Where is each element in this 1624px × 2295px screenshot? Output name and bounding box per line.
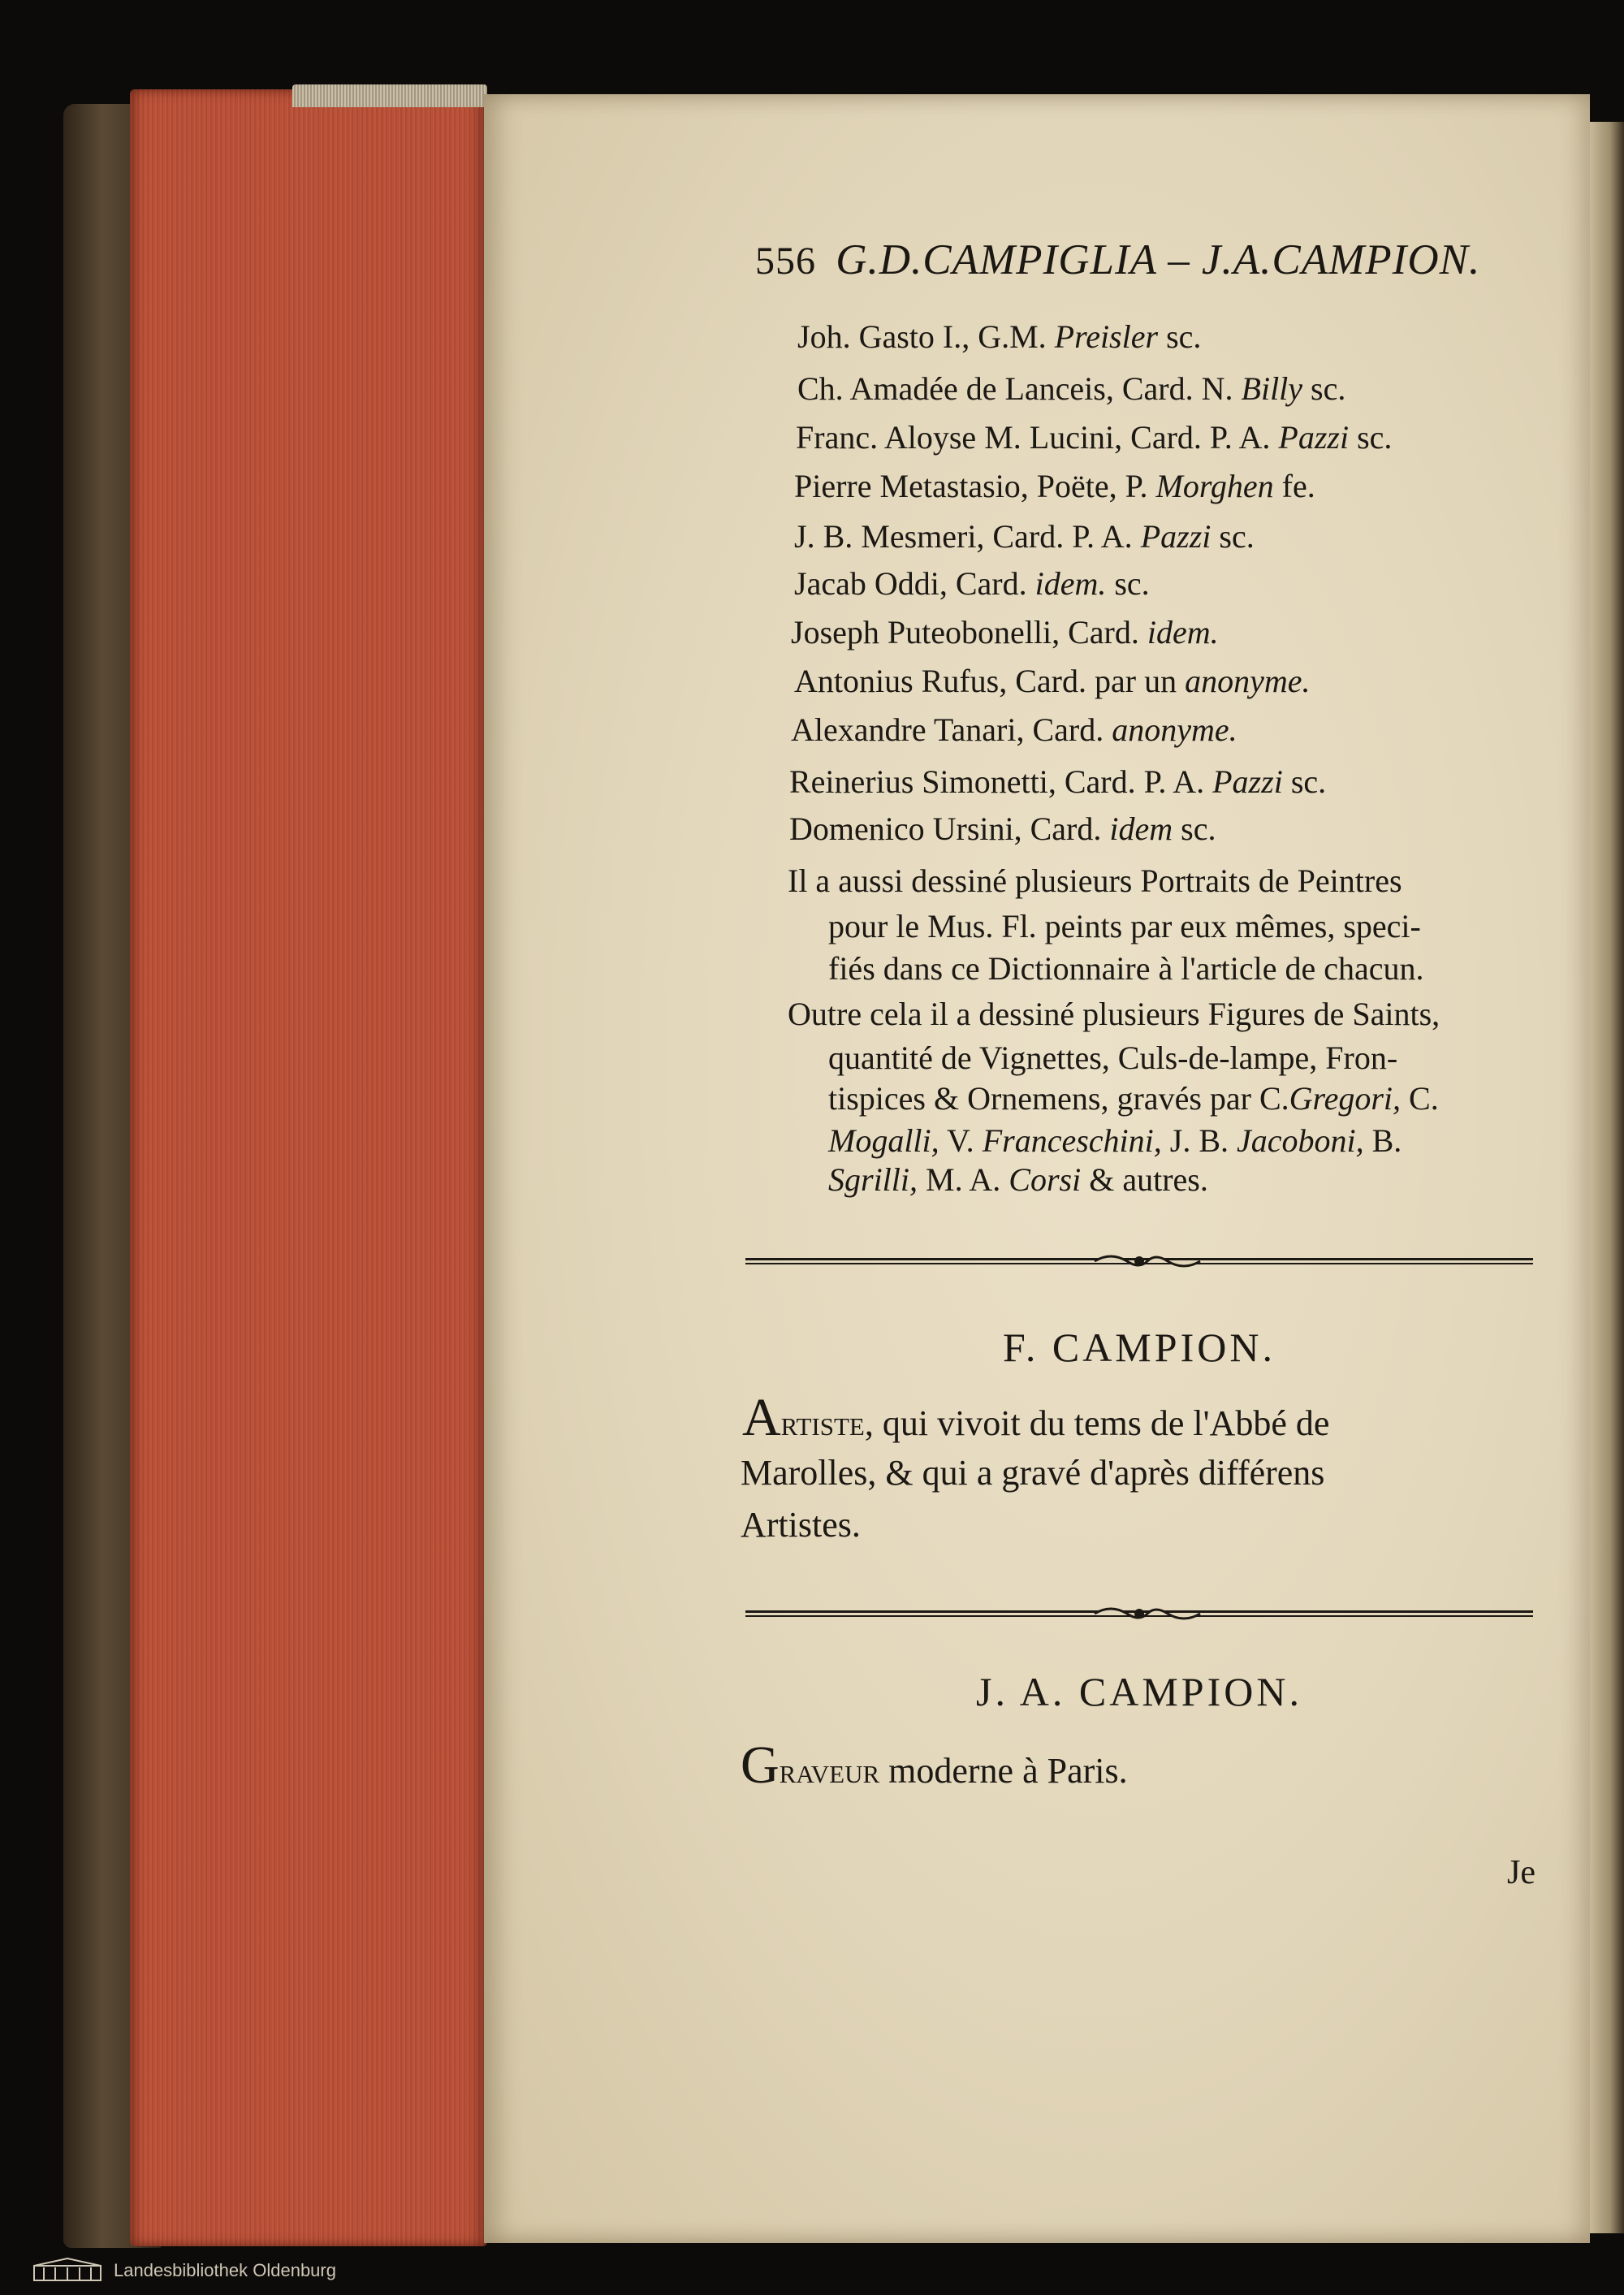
entry-body-line: Artiste, qui vivoit du tems de l'Abbé de [742, 1388, 1330, 1447]
list-item: Reinerius Simonetti, Card. P. A. Pazzi sc. [789, 763, 1327, 800]
list-item: Jacab Oddi, Card. idem. sc. [794, 565, 1150, 602]
ornamental-divider [745, 1603, 1533, 1624]
list-item: Joseph Puteobonelli, Card. idem. [791, 614, 1219, 650]
note-line: pour le Mus. Fl. peints par eux mêmes, speci- [828, 908, 1421, 944]
list-item: Pierre Metastasio, Poëte, P. Morghen fe. [794, 468, 1315, 504]
list-item: Antonius Rufus, Card. par un anonyme. [794, 663, 1311, 699]
list-item: Joh. Gasto I., G.M. Preisler sc. [797, 318, 1202, 355]
list-item: Ch. Amadée de Lanceis, Card. N. Billy sc. [797, 370, 1346, 407]
note-line: Il a aussi dessiné plusieurs Portraits de Peintres [788, 862, 1402, 899]
running-title: G.D.CAMPIGLIA – J.A.CAMPION. [836, 236, 1481, 283]
works-line: quantité de Vignettes, Culs-de-lampe, Fron- [828, 1039, 1398, 1076]
page-edges-top [292, 84, 487, 107]
list-item: Franc. Aloyse M. Lucini, Card. P. A. Pazzi sc. [796, 419, 1393, 456]
works-line: Outre cela il a dessiné plusieurs Figures de Saints, [788, 996, 1440, 1032]
entry-body-line: Graveur moderne à Paris. [741, 1735, 1128, 1795]
entry-heading: J. A. CAMPION. [976, 1669, 1302, 1714]
note-line: fiés dans ce Dictionnaire à l'article de chacun. [828, 950, 1424, 987]
entry-heading: F. CAMPION. [1003, 1325, 1276, 1370]
library-name: Landesbibliothek Oldenburg [114, 2260, 336, 2280]
works-line: Sgrilli, M. A. Corsi & autres. [828, 1161, 1208, 1198]
page-edges [130, 89, 487, 2246]
entry-body-line: Artistes. [741, 1505, 861, 1545]
list-item: Domenico Ursini, Card. idem sc. [789, 810, 1216, 847]
facing-page-edge [1590, 122, 1624, 2233]
running-head [755, 236, 1559, 292]
works-line: Mogalli, V. Franceschini, J. B. Jacoboni, B. [828, 1122, 1402, 1159]
entry-body-line: Marolles, & qui a gravé d'après différens [741, 1453, 1325, 1493]
page-number: 556 [755, 240, 816, 283]
list-item: J. B. Mesmeri, Card. P. A. Pazzi sc. [794, 518, 1255, 555]
list-item: Alexandre Tanari, Card. anonyme. [791, 711, 1237, 748]
library-building-icon [32, 2258, 102, 2282]
catchword: Je [1507, 1854, 1535, 1891]
ornamental-divider [745, 1251, 1533, 1272]
works-line: tispices & Ornemens, gravés par C.Gregori, C. [828, 1080, 1439, 1117]
footer-bar [0, 2248, 1624, 2295]
